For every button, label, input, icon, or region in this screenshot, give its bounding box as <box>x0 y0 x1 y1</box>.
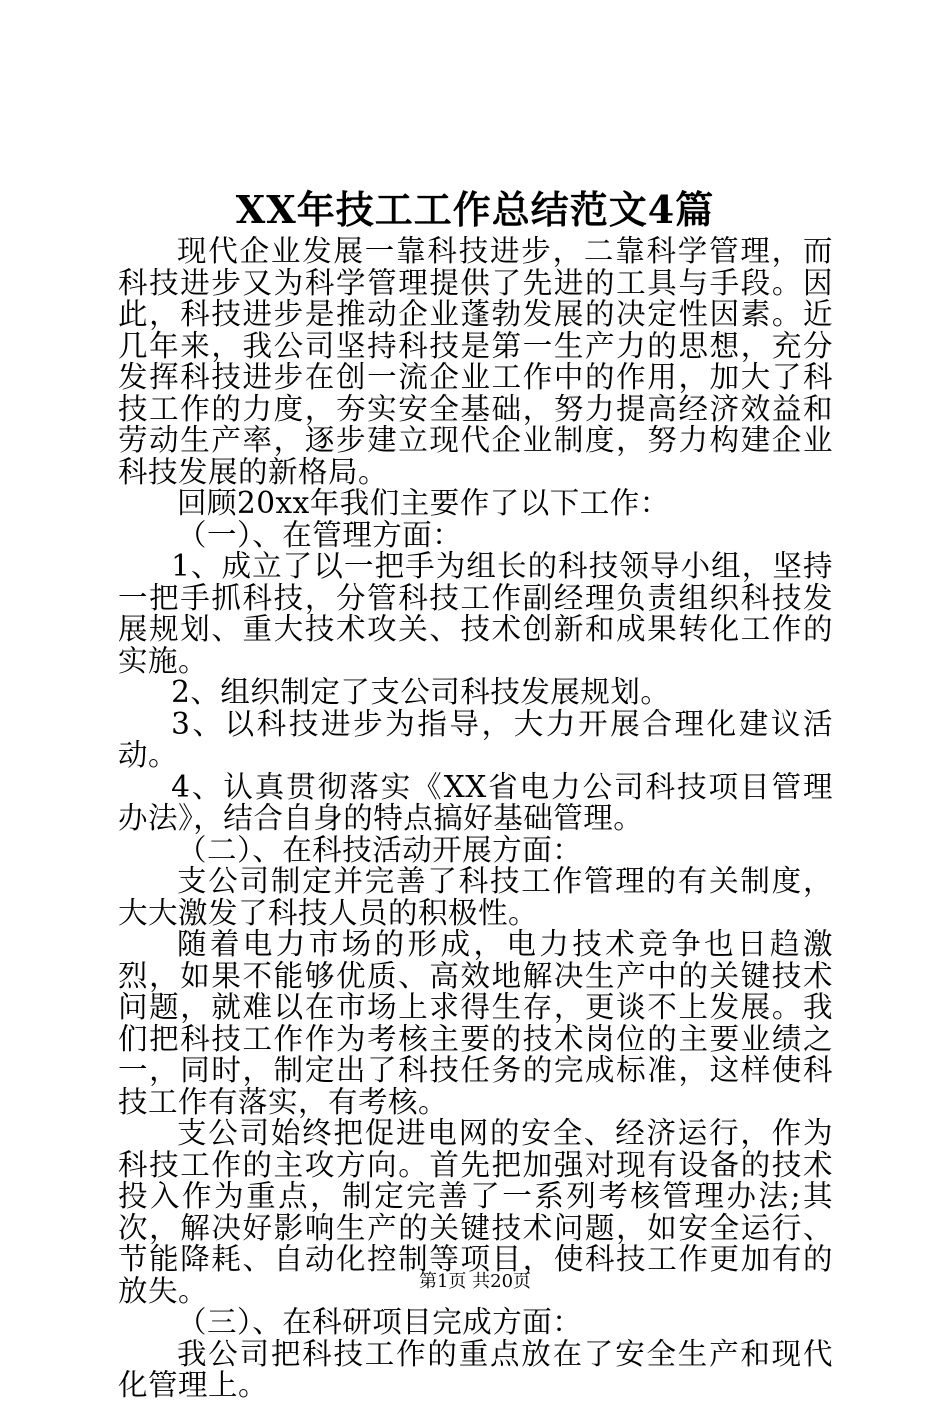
paragraph-activities-1: 支公司制定并完善了科技工作管理的有关制度，大大激发了科技人员的积极性。 <box>118 864 833 930</box>
page-footer: 第1页 共20页 <box>418 1271 532 1292</box>
list-item-1: 1、成立了以一把手为组长的科技领导小组，坚持一把手抓科技，分管科技工作副经理负责组织科技发展规划、重大技术攻关、技术创新和成果转化工作的实施。 <box>118 549 833 678</box>
section-heading-management: （一）、在管理方面： <box>177 517 463 552</box>
document-body <box>118 236 833 1402</box>
list-item-3: 3、以科技进步为指导，大力开展合理化建议活动。 <box>118 706 833 772</box>
paragraph-research-1: 我公司把科技工作的重点放在了安全生产和现代化管理上。 <box>118 1336 833 1402</box>
section-heading-research: （三）、在科研项目完成方面： <box>177 1305 583 1339</box>
paragraph-review: 回顾20xx年我们主要作了以下工作： <box>177 486 670 520</box>
list-item-4: 4、认真贯彻落实《XX省电力公司科技项目管理办法》，结合自身的特点搞好基础管理。 <box>118 769 833 835</box>
paragraph-activities-2: 随着电力市场的形成，电力技术竞争也日趋激烈，如果不能够优质、高效地解决生产中的关键技术问题，就难以在市场上求得生存，更谈不上发展。我们把科技工作作为考核主要的技术岗位的主要业绩之一，同时，制定出了科技任务的完成标准，这样使科技工作有落实，有考核。 <box>118 927 833 1119</box>
list-item-2: 2、组织制定了支公司科技发展规划。 <box>171 675 671 709</box>
section-heading-activities: （二）、在科技活动开展方面： <box>177 832 583 867</box>
paragraph-intro: 现代企业发展一靠科技进步，二靠科学管理，而科技进步又为科学管理提供了先进的工具与手段。因此，科技进步是推动企业蓬勃发展的决定性因素。近几年来，我公司坚持科技是第一生产力的思想，充分发挥科技进步在创一流企业工作中的作用，加大了科技工作的力度，夯实安全基础，努力提高经济效益和劳动生产率，逐步建立现代企业制度，努力构建企业科技发展的新格局。 <box>118 234 833 489</box>
document-title: XX年技工工作总结范文4篇 <box>235 187 715 232</box>
paragraph-activities-3: 支公司始终把促进电网的安全、经济运行，作为科技工作的主攻方向。首先把加强对现有设备的技术投入作为重点，制定完善了一系列考核管理办法;其次，解决好影响生产的关键技术问题，如安全运行、节能降耗、自动化控制等项目，使科技工作更加有的放失。 <box>118 1116 833 1308</box>
